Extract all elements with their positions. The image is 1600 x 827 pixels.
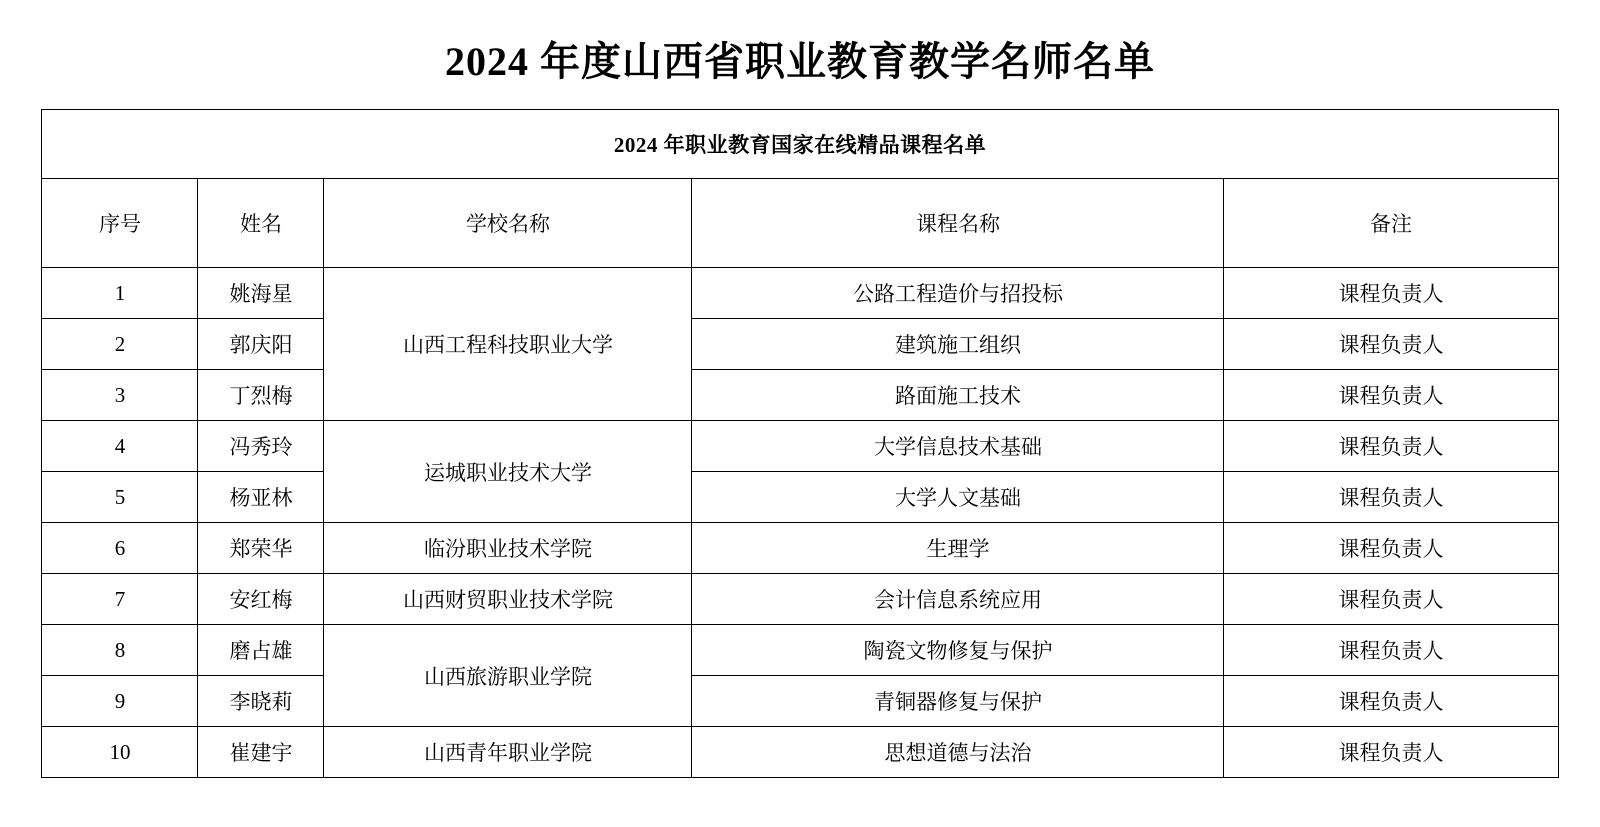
- cell-name: 崔建宇: [198, 727, 324, 778]
- table-row: [42, 727, 1558, 778]
- table-row: [42, 574, 1558, 625]
- cell-remark: 课程负责人: [1224, 319, 1558, 370]
- cell-no: 10: [42, 727, 198, 778]
- cell-course: 建筑施工组织: [692, 319, 1224, 370]
- cell-no: 5: [42, 472, 198, 523]
- cell-remark: 课程负责人: [1224, 421, 1558, 472]
- cell-course: 生理学: [692, 523, 1224, 574]
- column-header-no: 序号: [42, 179, 198, 268]
- table-row: [42, 319, 1558, 370]
- cell-school: 山西青年职业学院: [324, 727, 692, 778]
- cell-remark: 课程负责人: [1224, 370, 1558, 421]
- column-header-name: 姓名: [198, 179, 324, 268]
- cell-no: 7: [42, 574, 198, 625]
- cell-remark: 课程负责人: [1224, 523, 1558, 574]
- name-list-table: [41, 109, 1558, 778]
- cell-course: 路面施工技术: [692, 370, 1224, 421]
- cell-no: 4: [42, 421, 198, 472]
- cell-course: 思想道德与法治: [692, 727, 1224, 778]
- cell-school: 山西工程科技职业大学: [324, 268, 692, 421]
- cell-school: 运城职业技术大学: [324, 421, 692, 523]
- cell-name: 丁烈梅: [198, 370, 324, 421]
- cell-school: 临汾职业技术学院: [324, 523, 692, 574]
- cell-remark: 课程负责人: [1224, 676, 1558, 727]
- table-row: [42, 676, 1558, 727]
- cell-course: 会计信息系统应用: [692, 574, 1224, 625]
- cell-no: 6: [42, 523, 198, 574]
- cell-name: 李晓莉: [198, 676, 324, 727]
- cell-name: 冯秀玲: [198, 421, 324, 472]
- cell-course: 大学信息技术基础: [692, 421, 1224, 472]
- page-title: 2024 年度山西省职业教育教学名师名单: [445, 39, 1155, 84]
- cell-no: 8: [42, 625, 198, 676]
- cell-remark: 课程负责人: [1224, 268, 1558, 319]
- cell-name: 姚海星: [198, 268, 324, 319]
- table-header-row: [42, 179, 1558, 268]
- cell-no: 1: [42, 268, 198, 319]
- cell-name: 郑荣华: [198, 523, 324, 574]
- cell-course: 陶瓷文物修复与保护: [692, 625, 1224, 676]
- cell-remark: 课程负责人: [1224, 727, 1558, 778]
- table-row: [42, 370, 1558, 421]
- cell-course: 青铜器修复与保护: [692, 676, 1224, 727]
- cell-name: 安红梅: [198, 574, 324, 625]
- cell-school: 山西旅游职业学院: [324, 625, 692, 727]
- cell-remark: 课程负责人: [1224, 625, 1558, 676]
- table-row: [42, 625, 1558, 676]
- column-header-remark: 备注: [1224, 179, 1558, 268]
- cell-school: 山西财贸职业技术学院: [324, 574, 692, 625]
- table-subtitle-row: [42, 110, 1558, 179]
- cell-remark: 课程负责人: [1224, 472, 1558, 523]
- table-row: [42, 523, 1558, 574]
- column-header-course: 课程名称: [692, 179, 1224, 268]
- cell-name: 杨亚林: [198, 472, 324, 523]
- cell-no: 2: [42, 319, 198, 370]
- table-subtitle: 2024 年职业教育国家在线精品课程名单: [42, 110, 1558, 179]
- table-row: [42, 421, 1558, 472]
- cell-no: 3: [42, 370, 198, 421]
- table-row: [42, 472, 1558, 523]
- cell-remark: 课程负责人: [1224, 574, 1558, 625]
- cell-course: 大学人文基础: [692, 472, 1224, 523]
- table-row: [42, 268, 1558, 319]
- cell-no: 9: [42, 676, 198, 727]
- cell-name: 郭庆阳: [198, 319, 324, 370]
- table-body: [42, 110, 1558, 778]
- cell-name: 磨占雄: [198, 625, 324, 676]
- column-header-school: 学校名称: [324, 179, 692, 268]
- cell-course: 公路工程造价与招投标: [692, 268, 1224, 319]
